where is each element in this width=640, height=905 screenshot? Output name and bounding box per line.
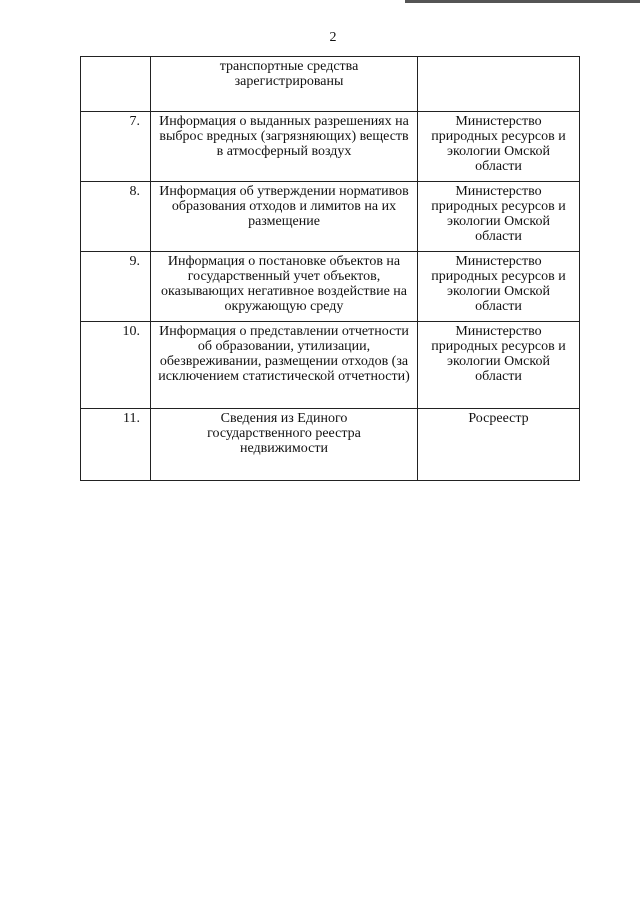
page-number: 2 xyxy=(329,30,337,45)
row-number xyxy=(81,57,151,112)
source-cell xyxy=(418,57,580,112)
table-row xyxy=(81,112,580,182)
row-number: 11. xyxy=(81,409,151,481)
table-row xyxy=(81,252,580,322)
source-cell: Министерство природных ресурсов и экологии Омской области xyxy=(418,252,580,322)
source-cell: Министерство природных ресурсов и экологии Омской области xyxy=(418,112,580,182)
source-cell: Росреестр xyxy=(418,409,580,481)
info-cell: Информация о постановке объектов на государственный учет объектов, оказывающих негативное воздействие на окружающую среду xyxy=(151,252,418,322)
source-cell: Министерство природных ресурсов и экологии Омской области xyxy=(418,182,580,252)
row-number: 7. xyxy=(81,112,151,182)
row-number: 9. xyxy=(81,252,151,322)
table-row xyxy=(81,182,580,252)
source-cell: Министерство природных ресурсов и экологии Омской области xyxy=(418,322,580,409)
row-number: 8. xyxy=(81,182,151,252)
data-sources-table xyxy=(80,56,580,481)
table-row xyxy=(81,322,580,409)
info-cell: Информация об утверждении нормативов образования отходов и лимитов на их размещение xyxy=(151,182,418,252)
info-cell: транспортные средства зарегистрированы xyxy=(151,57,418,112)
info-cell: Сведения из Единого государственного реестра недвижимости xyxy=(151,409,418,481)
info-cell: Информация о представлении отчетности об образовании, утилизации, обезвреживании, размещении отходов (за исключением статистической отчетности) xyxy=(151,322,418,409)
top-edge-rule xyxy=(405,0,640,3)
table-row xyxy=(81,409,580,481)
info-cell: Информация о выданных разрешениях на выброс вредных (загрязняющих) веществ в атмосферный воздух xyxy=(151,112,418,182)
row-number: 10. xyxy=(81,322,151,409)
table-row xyxy=(81,57,580,112)
